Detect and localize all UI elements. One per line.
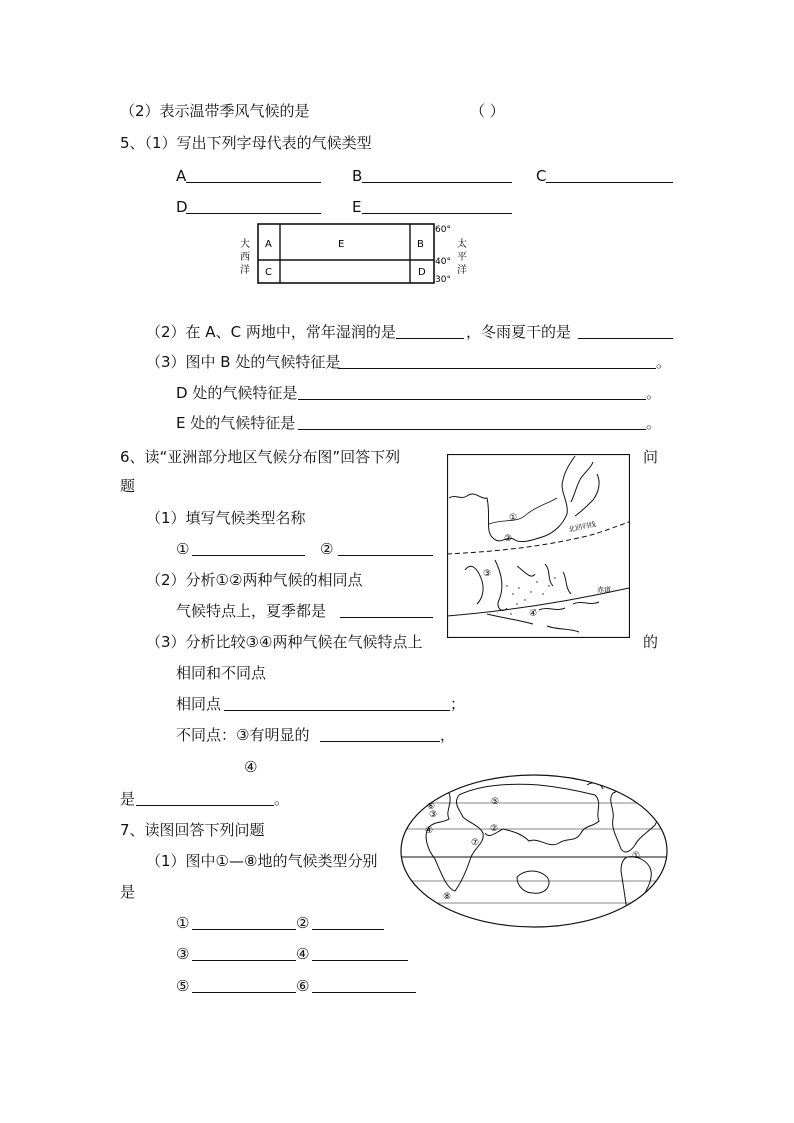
q7-blank-6[interactable]: [312, 992, 416, 993]
q5-climate-diagram: [238, 220, 478, 288]
cell-c: C: [265, 267, 272, 278]
q7-c6: ⑥: [296, 977, 310, 995]
q6-1-blank-2[interactable]: [338, 555, 433, 556]
world-label-5: ⑤: [491, 797, 500, 807]
q7-blank-5[interactable]: [192, 992, 296, 993]
q6-2-text: （2）分析①②两种气候的相同点: [146, 571, 363, 589]
q6-1-blank-1[interactable]: [192, 555, 305, 556]
q7-blank-1[interactable]: [192, 929, 296, 930]
q7-1-text: （1）图中①—⑧地的气候类型分别: [146, 852, 378, 870]
q6-3-blank-diff[interactable]: [320, 741, 440, 742]
q6-3-right: 的: [643, 633, 659, 651]
q7-c3: ③: [176, 945, 190, 963]
q7-c4: ④: [296, 945, 310, 963]
q7-c1: ①: [176, 914, 190, 932]
world-label-6: ⑥: [427, 802, 436, 812]
pacific-char-3: 洋: [457, 265, 467, 276]
q5-3-e-period: 。: [646, 414, 662, 432]
q5-2-text: （2）在 A、C 两地中，常年湿润的是: [146, 323, 396, 341]
q6-3-text: （3）分析比较③④两种气候在气候特点上: [146, 633, 423, 651]
world-climate-map: [399, 773, 669, 929]
q5-label-e: E: [352, 198, 362, 216]
map-label-3: ③: [483, 569, 492, 579]
q7-blank-2[interactable]: [312, 929, 384, 930]
q4-2-text: （2）表示温带季风气候的是: [120, 102, 310, 120]
cell-e: E: [338, 239, 345, 250]
q5-label-d: D: [176, 198, 188, 216]
lat-30-label: 30°: [435, 275, 451, 285]
tropic-label: 北回归线: [567, 520, 597, 534]
world-label-8: ⑧: [443, 892, 452, 902]
pacific-char-1: 太: [457, 239, 467, 250]
pacific-char-2: 平: [457, 252, 467, 263]
continent-box: [258, 224, 434, 283]
cell-d: D: [418, 267, 426, 278]
q5-3-blank-b[interactable]: [338, 368, 656, 369]
q6-2-b: 气候特点上，夏季都是: [176, 602, 327, 620]
q6-3-same: 相同点: [176, 695, 222, 713]
q6-1-text: （1）填写气候类型名称: [146, 509, 306, 527]
q5-2-blank-2[interactable]: [578, 338, 673, 339]
q6-3-period: 。: [274, 790, 290, 808]
atlantic-char-1: 大: [240, 239, 250, 250]
q4-2-answer-paren[interactable]: （ ）: [470, 102, 505, 120]
q7-1-b: 是: [120, 883, 136, 901]
atlantic-char-3: 洋: [240, 265, 250, 276]
q6-3-c4: ④: [244, 758, 258, 776]
q7-c5: ⑤: [176, 977, 190, 995]
cell-a: A: [265, 239, 272, 250]
q6-title: 6、读“亚洲部分地区气候分布图”回答下列: [120, 448, 401, 466]
q5-2-mid: ，冬雨夏干的是: [466, 323, 572, 341]
q6-1-c2: ②: [320, 540, 334, 558]
asia-climate-map: [447, 454, 630, 638]
q5-blank-b[interactable]: [362, 182, 512, 183]
q6-3-b: 相同和不同点: [176, 664, 267, 682]
q7-c2: ②: [296, 914, 310, 932]
q5-blank-d[interactable]: [186, 213, 321, 214]
q5-3-blank-d[interactable]: [298, 399, 646, 400]
q5-3-d: D 处的气候特征是: [176, 384, 298, 402]
q6-3-semicolon: ；: [450, 695, 466, 713]
map-oval-frame: [401, 775, 667, 927]
cell-b: B: [417, 239, 424, 250]
world-label-7: ⑦: [471, 838, 480, 848]
q5-3-e: E 处的气候特征是: [176, 414, 296, 432]
q5-2-blank-1[interactable]: [396, 338, 464, 339]
q7-blank-3[interactable]: [192, 960, 296, 961]
q6-title-cont: 题: [120, 477, 136, 495]
q7-blank-4[interactable]: [312, 960, 408, 961]
map-label-2: ②: [504, 534, 513, 544]
world-label-4: ④: [425, 826, 434, 836]
equator-label: 赤道: [597, 586, 611, 594]
q6-title-right: 问: [643, 448, 659, 466]
q5-label-b: B: [352, 167, 363, 185]
world-label-3: ③: [429, 810, 438, 820]
q6-2-blank[interactable]: [340, 617, 433, 618]
q6-3-blank-same[interactable]: [224, 710, 450, 711]
q6-3-comma: ，: [440, 726, 456, 744]
q5-blank-a[interactable]: [186, 182, 321, 183]
q5-title: 5、（1）写出下列字母代表的气候类型: [120, 134, 372, 152]
q5-3-blank-e[interactable]: [298, 429, 646, 430]
q5-blank-e[interactable]: [362, 213, 512, 214]
q5-3-d-period: 。: [646, 384, 662, 402]
atlantic-char-2: 西: [240, 252, 250, 263]
q7-title: 7、读图回答下列问题: [120, 821, 265, 839]
world-label-1: ①: [632, 851, 641, 861]
q5-3-b: （3）图中 B 处的气候特征是: [146, 353, 341, 371]
q5-label-a: A: [176, 167, 187, 185]
world-label-2: ②: [490, 824, 499, 834]
lat-40-label: 40°: [435, 257, 451, 267]
lat-60-label: 60°: [435, 225, 451, 235]
q6-3-blank-4[interactable]: [136, 805, 274, 806]
q5-blank-c[interactable]: [546, 182, 673, 183]
q6-1-c1: ①: [176, 540, 190, 558]
q6-3-is: 是: [120, 790, 136, 808]
map-label-4: ④: [529, 609, 538, 619]
map-label-1: ①: [509, 513, 518, 523]
map-frame: [448, 455, 630, 638]
q5-3-b-period: 。: [656, 353, 672, 371]
q5-label-c: C: [536, 167, 547, 185]
q6-3-diff: 不同点：③有明显的: [176, 726, 310, 744]
